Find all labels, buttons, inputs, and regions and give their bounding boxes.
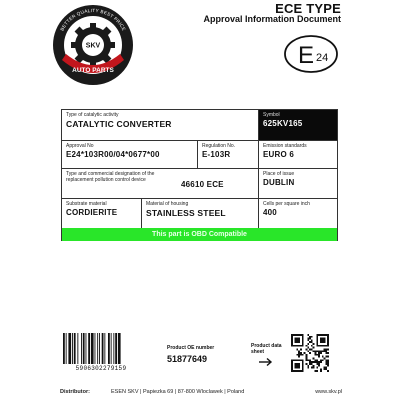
barcode-bar bbox=[63, 333, 65, 364]
qr-module bbox=[322, 359, 324, 361]
barcode-bar bbox=[118, 333, 121, 364]
qr-module bbox=[315, 352, 317, 354]
qr-module bbox=[311, 363, 313, 365]
substrate-value: CORDIERITE bbox=[66, 208, 118, 217]
type-label: Type of catalytic activity bbox=[66, 112, 119, 118]
regulation-value: E-103R bbox=[202, 150, 231, 159]
e-mark-icon bbox=[283, 34, 339, 74]
barcode-bar bbox=[77, 333, 78, 364]
housing-value: STAINLESS STEEL bbox=[146, 208, 226, 218]
qr-module bbox=[298, 354, 300, 356]
approval-value: E24*103R00/04*0677*00 bbox=[66, 150, 160, 159]
emission-label: Emission standards bbox=[263, 143, 307, 149]
qr-module bbox=[325, 361, 327, 363]
barcode-bar bbox=[72, 333, 73, 364]
qr-module bbox=[327, 348, 329, 350]
housing-label: Material of housing bbox=[146, 201, 189, 207]
qr-module bbox=[302, 354, 304, 356]
qr-module bbox=[313, 361, 315, 363]
qr-module bbox=[316, 370, 318, 372]
qr-module bbox=[325, 363, 327, 365]
qr-module bbox=[316, 367, 318, 369]
datasheet-label: Product data sheet bbox=[251, 343, 282, 355]
qr-code[interactable] bbox=[291, 334, 329, 372]
barcode-bar bbox=[81, 333, 82, 364]
qr-module bbox=[307, 350, 309, 352]
distributor-label: Distributor: bbox=[60, 389, 90, 395]
qr-module bbox=[311, 361, 313, 363]
emission-value: EURO 6 bbox=[263, 150, 294, 159]
qr-module bbox=[309, 348, 311, 350]
qr-module bbox=[313, 350, 315, 352]
barcode-bar bbox=[102, 333, 104, 364]
qr-module bbox=[318, 361, 320, 363]
qr-module bbox=[320, 359, 322, 361]
qr-module bbox=[300, 354, 302, 356]
barcode-bar bbox=[99, 333, 100, 364]
cells-label: Cells per square inch bbox=[263, 201, 310, 207]
barcode-bar bbox=[66, 333, 67, 364]
qr-module bbox=[298, 350, 300, 352]
barcode-bar bbox=[91, 333, 94, 364]
qr-module bbox=[307, 338, 309, 340]
symbol-label: Symbol bbox=[263, 112, 280, 118]
qr-module bbox=[315, 361, 317, 363]
qr-module bbox=[296, 354, 298, 356]
qr-module bbox=[316, 350, 318, 352]
qr-module bbox=[309, 336, 311, 338]
place-cell bbox=[259, 169, 337, 199]
symbol-cell bbox=[259, 110, 337, 141]
qr-module bbox=[325, 368, 327, 370]
approval-cell bbox=[62, 141, 198, 169]
qr-module bbox=[325, 348, 327, 350]
barcode-digits: 5906302279159 bbox=[75, 365, 127, 372]
website-link[interactable]: www.skv.pl bbox=[315, 389, 342, 395]
qr-module bbox=[305, 348, 307, 350]
qr-module bbox=[305, 359, 307, 361]
qr-module bbox=[325, 367, 327, 369]
qr-module bbox=[316, 359, 318, 361]
qr-module bbox=[309, 359, 311, 361]
qr-module bbox=[307, 334, 309, 336]
qr-module bbox=[320, 370, 322, 372]
symbol-value: 625KV165 bbox=[263, 119, 303, 128]
qr-module bbox=[311, 336, 313, 338]
qr-module bbox=[305, 345, 307, 347]
qr-module bbox=[311, 367, 313, 369]
qr-module bbox=[300, 352, 302, 354]
qr-module bbox=[305, 356, 307, 358]
qr-module bbox=[311, 339, 313, 341]
qr-module bbox=[309, 338, 311, 340]
regulation-label: Regulation No. bbox=[202, 143, 236, 149]
barcode-bar bbox=[113, 333, 114, 364]
qr-module bbox=[320, 361, 322, 363]
cells-value: 400 bbox=[263, 208, 277, 217]
qr-module bbox=[307, 367, 309, 369]
barcode bbox=[62, 333, 140, 369]
qr-module bbox=[305, 358, 307, 360]
qr-module bbox=[313, 365, 315, 367]
qr-module bbox=[324, 368, 326, 370]
obd-banner: This part is OBD Compatible bbox=[62, 228, 337, 241]
qr-module bbox=[318, 352, 320, 354]
barcode-bar bbox=[86, 333, 87, 364]
qr-module bbox=[298, 352, 300, 354]
qr-module bbox=[320, 338, 325, 343]
qr-module bbox=[320, 368, 322, 370]
document-title: ECE TYPE bbox=[275, 1, 341, 16]
substrate-cell bbox=[62, 199, 142, 228]
qr-module bbox=[320, 350, 322, 352]
barcode-bar bbox=[108, 333, 110, 364]
barcode-bar bbox=[88, 333, 90, 364]
qr-module bbox=[315, 370, 317, 372]
qr-module bbox=[315, 359, 317, 361]
barcode-bar bbox=[83, 333, 85, 364]
qr-module bbox=[318, 354, 320, 356]
qr-module bbox=[309, 352, 311, 354]
qr-module bbox=[327, 356, 329, 358]
qr-module bbox=[327, 365, 329, 367]
logo-center-text: SKV bbox=[85, 42, 101, 50]
qr-module bbox=[307, 343, 309, 345]
qr-module bbox=[324, 348, 326, 350]
qr-module bbox=[325, 359, 327, 361]
cells-cell bbox=[259, 199, 337, 228]
qr-module bbox=[300, 348, 302, 350]
qr-module bbox=[318, 363, 320, 365]
qr-module bbox=[305, 354, 307, 356]
qr-module bbox=[307, 365, 309, 367]
housing-cell bbox=[142, 199, 259, 228]
qr-module bbox=[322, 356, 324, 358]
product-oe-label: Product OE number bbox=[167, 345, 215, 351]
qr-module bbox=[325, 356, 327, 358]
qr-module bbox=[311, 345, 313, 347]
type-value: CATALYTIC CONVERTER bbox=[66, 119, 172, 129]
barcode-bar bbox=[111, 333, 112, 364]
trade-cell bbox=[62, 169, 259, 199]
qr-module bbox=[324, 350, 326, 352]
qr-module bbox=[307, 359, 309, 361]
product-oe-value: 51877649 bbox=[167, 354, 208, 364]
qr-module bbox=[320, 352, 322, 354]
qr-module bbox=[311, 341, 313, 343]
e-mark-letter: E bbox=[298, 42, 315, 69]
qr-module bbox=[318, 365, 320, 367]
qr-module bbox=[313, 343, 315, 345]
barcode-bar bbox=[74, 333, 76, 364]
qr-module bbox=[315, 350, 317, 352]
qr-module bbox=[313, 347, 315, 349]
logo-ring-text: BETTER QUALITY BEST PRICE bbox=[59, 7, 127, 32]
qr-module bbox=[327, 352, 329, 354]
substrate-label: Substrate material bbox=[66, 201, 107, 207]
qr-module bbox=[309, 361, 311, 363]
qr-module bbox=[318, 350, 320, 352]
qr-module bbox=[315, 354, 317, 356]
type-cell bbox=[62, 110, 259, 141]
qr-module bbox=[296, 348, 298, 350]
qr-module bbox=[316, 354, 318, 356]
distributor-address: ESEN SKV | Papiezka 69 | 87-800 Wloclawek | Poland bbox=[111, 389, 245, 395]
qr-module bbox=[327, 361, 329, 363]
qr-module bbox=[295, 363, 300, 368]
arrow-right-icon bbox=[258, 357, 274, 367]
barcode-bar bbox=[115, 333, 117, 364]
qr-module bbox=[307, 347, 309, 349]
qr-module bbox=[327, 359, 329, 361]
skv-logo bbox=[50, 2, 136, 88]
qr-module bbox=[295, 338, 300, 343]
barcode-bar bbox=[68, 333, 71, 364]
trade-value: 46610 ECE bbox=[181, 180, 224, 189]
qr-module bbox=[325, 350, 327, 352]
qr-module bbox=[316, 363, 318, 365]
barcode-bar bbox=[95, 333, 96, 364]
qr-module bbox=[307, 339, 309, 341]
e-mark-number: 24 bbox=[316, 52, 329, 64]
footer bbox=[60, 385, 342, 400]
qr-module bbox=[311, 348, 313, 350]
qr-module bbox=[309, 341, 311, 343]
qr-module bbox=[313, 367, 315, 369]
qr-module bbox=[327, 370, 329, 372]
qr-module bbox=[316, 361, 318, 363]
qr-module bbox=[298, 356, 300, 358]
qr-module bbox=[318, 356, 320, 358]
trade-label: Type and commercial designation of the replacement pollution control device bbox=[66, 171, 155, 183]
place-label: Place of issue bbox=[263, 171, 295, 177]
qr-module bbox=[324, 367, 326, 369]
barcode-bar bbox=[104, 333, 105, 364]
qr-module bbox=[324, 358, 326, 360]
qr-module bbox=[313, 358, 315, 360]
product-oe bbox=[167, 345, 214, 364]
qr-module bbox=[325, 352, 327, 354]
qr-module bbox=[309, 363, 311, 365]
place-value: DUBLIN bbox=[263, 178, 295, 187]
qr-module bbox=[304, 352, 306, 354]
qr-module bbox=[327, 363, 329, 365]
qr-module bbox=[305, 363, 307, 365]
approval-card bbox=[61, 109, 338, 241]
qr-module bbox=[322, 350, 324, 352]
document-subtitle: Approval Information Document bbox=[203, 14, 341, 24]
barcode-bar bbox=[97, 333, 98, 364]
regulation-cell bbox=[198, 141, 259, 169]
emission-cell bbox=[259, 141, 337, 169]
approval-label: Approval No bbox=[66, 143, 94, 149]
logo-bottom-text: AUTO PARTS bbox=[72, 67, 114, 74]
